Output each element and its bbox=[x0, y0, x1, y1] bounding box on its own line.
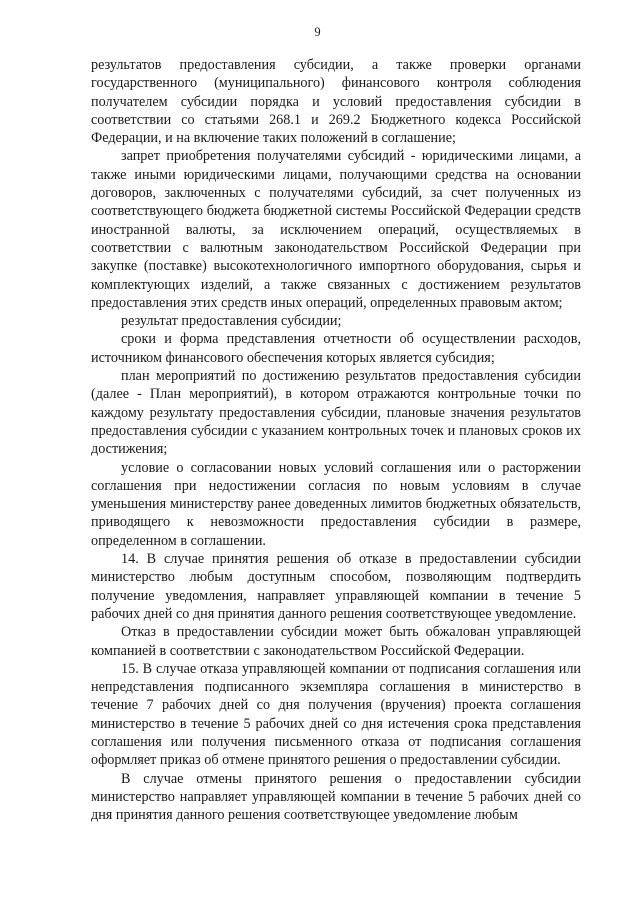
page-number: 9 bbox=[314, 25, 321, 39]
paragraph-appeal: Отказ в предоставлении субсидии может быть обжалован управляющей компанией в соответствии с законодательством Российской Федерации. bbox=[91, 624, 581, 659]
paragraph-continuation: результатов предоставления субсидии, а также проверки органами государственного (муниципального) финансового контроля соблюдения получателем субсидии порядка и условий предоставления субсидии в соответствии со статьями 268.1 и 269.2 Бюджетного кодекса Российской Федерации, и на включение таких положений в соглашение; bbox=[91, 57, 581, 147]
paragraph-clause-14: 14. В случае принятия решения об отказе в предоставлении субсидии министерство любым доступным способом, позволяющим подтвердить получение уведомления, направляет управляющей компании в течение 5 рабочих дней со дня принятия данного решения соответствующее уведомление. bbox=[91, 551, 581, 622]
paragraph-clause-15: 15. В случае отказа управляющей компании от подписания соглашения или непредставления подписанного экземпляра соглашения в министерство в течение 7 рабочих дней со дня получения (вручения) проекта соглашения министерство в течение 5 рабочих дней со дня истечения срока представления соглашения или получения письменного отказа от подписания соглашения оформляет приказ об отмене принятого решения о предоставлении субсидии. bbox=[91, 660, 581, 769]
paragraph-cancellation: В случае отмены принятого решения о предоставлении субсидии министерство направляет управляющей компании в течение 5 рабочих дней со дня принятия данного решения соответствующее уведомление любым bbox=[91, 770, 581, 824]
paragraph-action-plan: план мероприятий по достижению результатов предоставления субсидии (далее - План мероприятий), в котором отражаются контрольные точки по каждому результату предоставления субсидии, плановые значения результатов предоставления субсидии с указанием контрольных точек и плановых сроков их достижения; bbox=[91, 368, 581, 458]
paragraph-result: результат предоставления субсидии; bbox=[121, 313, 342, 330]
document-body bbox=[91, 56, 581, 824]
paragraph-currency-ban: запрет приобретения получателями субсидий - юридическими лицами, а также иными юридическими лицами, получающими средства на основании договоров, заключенных с получателями субсидий, за счет полученных из соответствующего бюджета бюджетной системы Российской Федерации средств иностранной валюты, за исключением операций, осуществляемых в соответствии с валютным законодательством Российской Федерации при закупке (поставке) высокотехнологичного импортного оборудования, сырья и комплектующих изделий, а также связанных с достижением результатов предоставления этих средств иных операций, определенных правовым актом; bbox=[91, 148, 581, 311]
paragraph-new-conditions: условие о согласовании новых условий соглашения или о расторжении соглашения при недостижении согласия по новым условиям в случае уменьшения министерству ранее доведенных лимитов бюджетных обязательств, приводящего к невозможности предоставления субсидии в размере, определенном в соглашении. bbox=[91, 459, 581, 549]
paragraph-reporting: сроки и форма представления отчетности об осуществлении расходов, источником финансового обеспечения которых является субсидия; bbox=[91, 331, 581, 366]
